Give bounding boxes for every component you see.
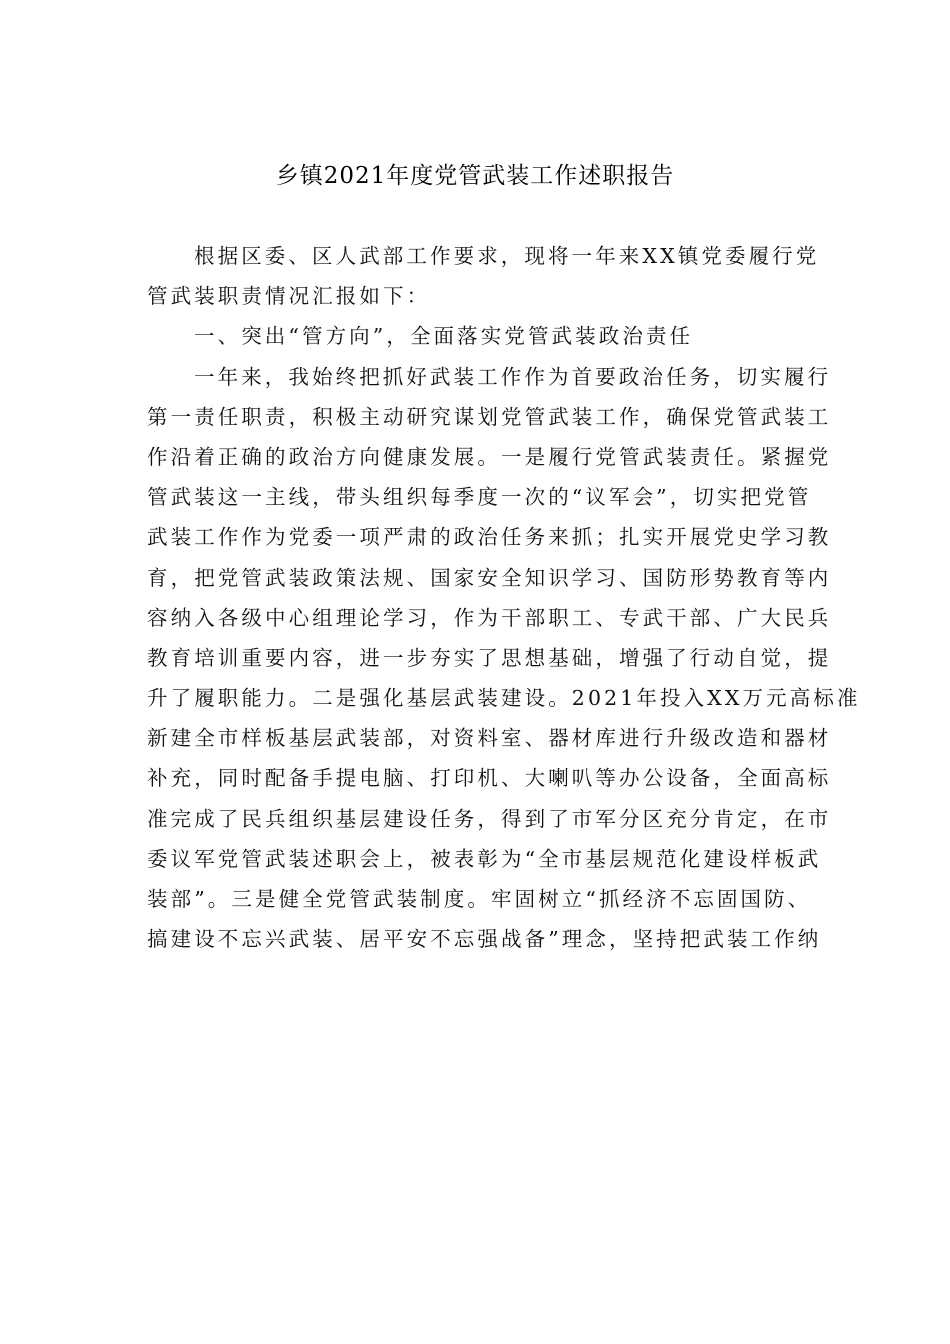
paragraph-line: 补充，同时配备手提电脑、打印机、大喇叭等办公设备，全面高标 — [147, 766, 832, 791]
paragraph-line: 作沿着正确的政治方向健康发展。一是履行党管武装责任。紧握党 — [147, 444, 832, 469]
paragraph-intro-line: 根据区委、区人武部工作要求，现将一年来XX镇党委履行党 — [194, 244, 820, 268]
paragraph-line: 搞建设不忘兴武装、居平安不忘强战备”理念，坚持把武装工作纳 — [147, 927, 822, 952]
paragraph-line: 委议军党管武装述职会上，被表彰为“全市基层规范化建设样板武 — [147, 846, 822, 871]
paragraph-line: 管武装这一主线，带头组织每季度一次的“议军会”，切实把党管 — [147, 485, 812, 510]
paragraph-line: 一年来，我始终把抓好武装工作作为首要政治任务，切实履行 — [194, 364, 832, 389]
paragraph-line: 新建全市样板基层武装部，对资料室、器材库进行升级改造和器材 — [147, 726, 832, 751]
document-title: 乡镇2021年度党管武装工作述职报告 — [275, 163, 675, 189]
paragraph-line: 第一责任职责，积极主动研究谋划党管武装工作，确保党管武装工 — [147, 404, 832, 429]
paragraph-intro-line: 管武装职责情况汇报如下： — [147, 284, 431, 309]
paragraph-line: 教育培训重要内容，进一步夯实了思想基础，增强了行动自觉，提 — [147, 645, 832, 670]
paragraph-line: 容纳入各级中心组理论学习，作为干部职工、专武干部、广大民兵 — [147, 605, 832, 630]
paragraph-line: 育，把党管武装政策法规、国家安全知识学习、国防形势教育等内 — [147, 565, 832, 590]
paragraph-line: 装部”。三是健全党管武装制度。牢固树立“抓经济不忘固国防、 — [147, 887, 812, 911]
document-body — [147, 236, 861, 959]
paragraph-line: 升了履职能力。二是强化基层武装建设。2021年投入XX万元高标准 — [147, 686, 861, 711]
paragraph-line: 武装工作作为党委一项严肃的政治任务来抓；扎实开展党史学习教 — [147, 525, 832, 550]
section-heading: 一、突出“管方向”，全面落实党管武装政治责任 — [194, 324, 694, 349]
paragraph-line: 准完成了民兵组织基层建设任务，得到了市军分区充分肯定，在市 — [147, 806, 832, 831]
